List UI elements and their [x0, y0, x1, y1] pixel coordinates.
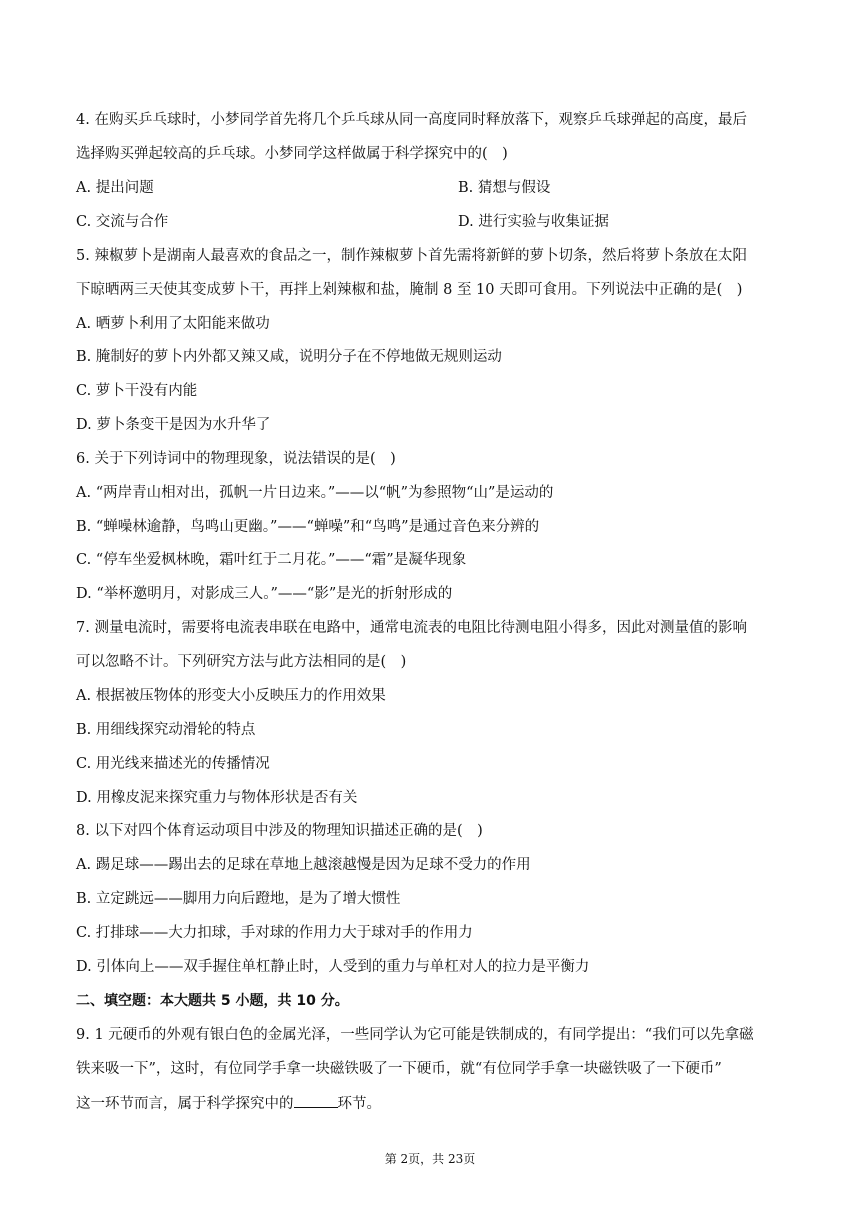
q4-option-b: B. 猜想与假设 [458, 180, 551, 196]
q7-stem-line2: 可以忽略不计。下列研究方法与此方法相同的是( ) [76, 654, 407, 670]
q4-options-row2 [76, 212, 790, 232]
q5-option-b: B. 腌制好的萝卜内外都又辣又咸，说明分子在不停地做无规则运动 [76, 349, 502, 365]
q6-option-a: A. “两岸青山相对出，孤帆一片日边来。”——以“帆”为参照物“山”是运动的 [76, 485, 554, 501]
q4-option-d: D. 进行实验与收集证据 [458, 214, 609, 230]
q8-option-c: C. 打排球——大力扣球，手对球的作用力大于球对手的作用力 [76, 925, 473, 941]
q6-option-d: D. “举杯邀明月，对影成三人。”——“影”是光的折射形成的 [76, 586, 453, 602]
q8-stem-line1: 8. 以下对四个体育运动项目中涉及的物理知识描述正确的是( ) [76, 823, 483, 839]
q5-option-d: D. 萝卜条变干是因为水升华了 [76, 417, 271, 433]
q5-option-a: A. 晒萝卜利用了太阳能来做功 [76, 316, 270, 332]
q4-option-c: C. 交流与合作 [76, 214, 169, 230]
q8-option-b: B. 立定跳远——脚用力向后蹬地，是为了增大惯性 [76, 891, 401, 907]
q9-stem-line3 [76, 1093, 790, 1114]
q9-stem-line1: 9. 1 元硬币的外观有银白色的金属光泽，一些同学认为它可能是铁制成的，有同学提出：“我们可以先拿磁 [76, 1027, 754, 1043]
q7-option-d: D. 用橡皮泥来探究重力与物体形状是否有关 [76, 790, 358, 806]
q6-option-c: C. “停车坐爱枫林晚，霜叶红于二月花。”——“霜”是凝华现象 [76, 552, 467, 568]
q4-options-row1 [76, 178, 790, 198]
q8-option-a: A. 踢足球——踢出去的足球在草地上越滚越慢是因为足球不受力的作用 [76, 857, 531, 873]
q9-stem-line2: 铁来吸一下”，这时，有位同学手拿一块磁铁吸了一下硬币，就“有位同学手拿一块磁铁吸了一下硬币” [76, 1061, 722, 1077]
q5-option-c: C. 萝卜干没有内能 [76, 383, 198, 399]
q4-stem-line1: 4. 在购买乒乓球时，小梦同学首先将几个乒乓球从同一高度同时释放落下，观察乒乓球弹起的高度，最后 [76, 112, 747, 128]
q4-stem-line2: 选择购买弹起较高的乒乓球。小梦同学这样做属于科学探究中的( ) [76, 146, 508, 162]
q7-stem-line1: 7. 测量电流时，需要将电流表串联在电路中，通常电流表的电阻比待测电阻小得多，因此对测量值的影响 [76, 620, 747, 636]
q4-option-a: A. 提出问题 [76, 180, 154, 196]
q7-option-b: B. 用细线探究动滑轮的特点 [76, 722, 256, 738]
page-footer: 第 2页，共 23页 [384, 1152, 476, 1166]
q9-line3-before-blank: 这一环节而言，属于科学探究中的 [76, 1096, 294, 1112]
answer-blank [294, 1093, 338, 1108]
section-heading-fill-in: 二、填空题：本大题共 5 小题，共 10 分。 [76, 993, 349, 1009]
q8-option-d: D. 引体向上——双手握住单杠静止时，人受到的重力与单杠对人的拉力是平衡力 [76, 959, 590, 975]
q6-stem-line1: 6. 关于下列诗词中的物理现象，说法错误的是( ) [76, 451, 396, 467]
q9-line3-after-blank: 环节。 [337, 1096, 381, 1112]
q7-option-c: C. 用光线来描述光的传播情况 [76, 756, 270, 772]
q5-stem-line2: 下晾晒两三天使其变成萝卜干，再拌上剁辣椒和盐，腌制 8 至 10 天即可食用。下列说法中正确的是( ) [76, 282, 743, 298]
q5-stem-line1: 5. 辣椒萝卜是湖南人最喜欢的食品之一，制作辣椒萝卜首先需将新鲜的萝卜切条，然后将萝卜条放在太阳 [76, 248, 747, 264]
q7-option-a: A. 根据被压物体的形变大小反映压力的作用效果 [76, 688, 386, 704]
q6-option-b: B. “蝉噪林逾静，鸟鸣山更幽。”——“蝉噪”和“鸟鸣”是通过音色来分辨的 [76, 519, 540, 535]
